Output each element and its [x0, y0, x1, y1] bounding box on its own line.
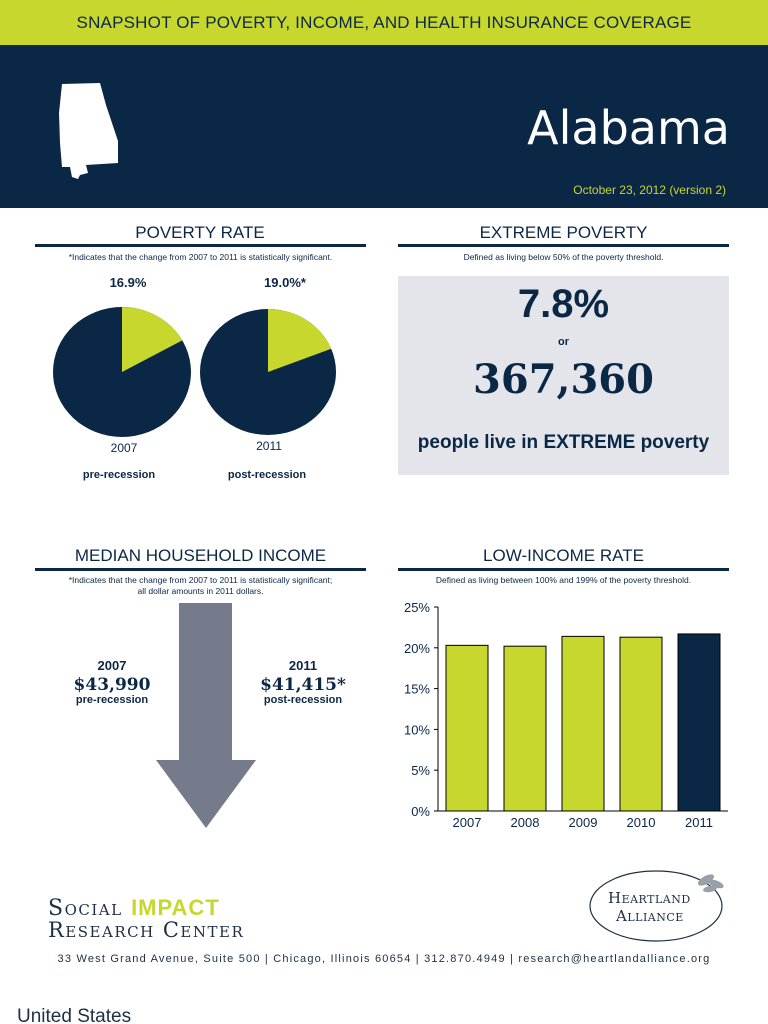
extreme-poverty-note: Defined as living below 50% of the poverty threshold. — [463, 252, 664, 262]
x-tick-label: 2011 — [685, 815, 713, 830]
bar-2008 — [504, 646, 546, 811]
next-page-heading: United States — [17, 1006, 132, 1024]
top-banner — [0, 0, 768, 45]
pie-chart-2011 — [199, 308, 337, 436]
y-tick-label: 20% — [403, 640, 430, 656]
x-tick-label: 2010 — [626, 815, 656, 830]
extreme-poverty-title: EXTREME POVERTY — [479, 223, 648, 242]
pie-2011-percent: 19.0%* — [264, 275, 306, 290]
income-2007-value: $43,990 — [73, 675, 151, 695]
extreme-poverty-number: 367,360 — [473, 356, 654, 403]
income-2011-value: $41,415* — [260, 675, 346, 695]
leaf-icon — [696, 872, 725, 893]
heartland-line2: Alliance — [616, 907, 684, 925]
y-tick-label: 15% — [403, 681, 430, 697]
x-tick-label: 2007 — [452, 815, 482, 830]
pie-2007-year: 2007 — [110, 441, 138, 455]
pie-2011-sub: post-recession — [227, 469, 307, 481]
heartland-alliance-text — [608, 889, 691, 925]
bar-2009 — [562, 636, 604, 811]
low-income-title: LOW-INCOME RATE — [483, 546, 644, 565]
sirc-logo-line2: Research Center — [48, 918, 245, 942]
pie-2011-year: 2011 — [256, 439, 282, 453]
low-income-note: Defined as living between 100% and 199% of the poverty threshold. — [435, 575, 692, 585]
income-2011-year: 2011 — [288, 658, 318, 673]
state-title: Alabama — [527, 101, 730, 155]
divider — [398, 244, 729, 247]
poverty-rate-title: POVERTY RATE — [135, 223, 265, 242]
divider — [398, 568, 729, 571]
footer-address: 33 West Grand Avenue, Suite 500 | Chicago, Illinois 60654 | 312.870.4949 | research@heartlandalliance.org — [57, 953, 711, 965]
income-down-arrow — [156, 603, 257, 829]
poverty-rate-note: *Indicates that the change from 2007 to 2011 is statistically significant. — [68, 252, 333, 262]
median-income-note-line1: *Indicates that the change from 2007 to 2011 is statistically significant; — [68, 575, 333, 585]
income-2007-year: 2007 — [97, 658, 127, 673]
pie-chart-2007 — [52, 306, 192, 438]
extreme-poverty-or: or — [558, 336, 569, 348]
y-tick-label: 5% — [411, 763, 430, 779]
x-tick-label: 2008 — [510, 815, 540, 830]
extreme-poverty-box — [398, 276, 729, 475]
income-2007-sub: pre-recession — [75, 694, 149, 706]
sirc-logo-word-social: Social — [48, 896, 132, 921]
median-income-title: MEDIAN HOUSEHOLD INCOME — [74, 546, 327, 565]
income-2011-sub: post-recession — [263, 694, 343, 706]
bar-2010 — [620, 637, 662, 811]
median-income-note-line2: all dollar amounts in 2011 dollars. — [137, 586, 264, 596]
bar-2007 — [446, 645, 488, 811]
x-tick-label: 2009 — [568, 815, 598, 830]
sirc-logo — [48, 895, 244, 942]
pie-2007-percent: 16.9% — [109, 275, 147, 290]
divider — [35, 244, 366, 247]
y-tick-label: 0% — [411, 804, 430, 819]
alabama-map-icon — [56, 83, 126, 183]
hero-panel — [0, 45, 768, 208]
report-date: October 23, 2012 (version 2) — [573, 183, 726, 197]
sirc-logo-word-impact: IMPACT — [131, 895, 220, 920]
pie-2007-sub: pre-recession — [82, 469, 156, 481]
extreme-poverty-text: people live in EXTREME poverty — [417, 432, 710, 453]
y-tick-label: 10% — [403, 722, 430, 738]
median-income-note — [35, 575, 366, 597]
y-tick-label: 25% — [403, 600, 430, 615]
extreme-poverty-percent: 7.8% — [517, 282, 610, 326]
heartland-line1: Heartland — [608, 889, 691, 907]
bar-2011 — [678, 634, 720, 811]
down-arrow-icon — [156, 603, 256, 828]
divider — [35, 568, 366, 571]
low-income-bar-chart — [390, 597, 735, 837]
banner-title: SNAPSHOT OF POVERTY, INCOME, AND HEALTH INSURANCE COVERAGE — [76, 12, 692, 32]
